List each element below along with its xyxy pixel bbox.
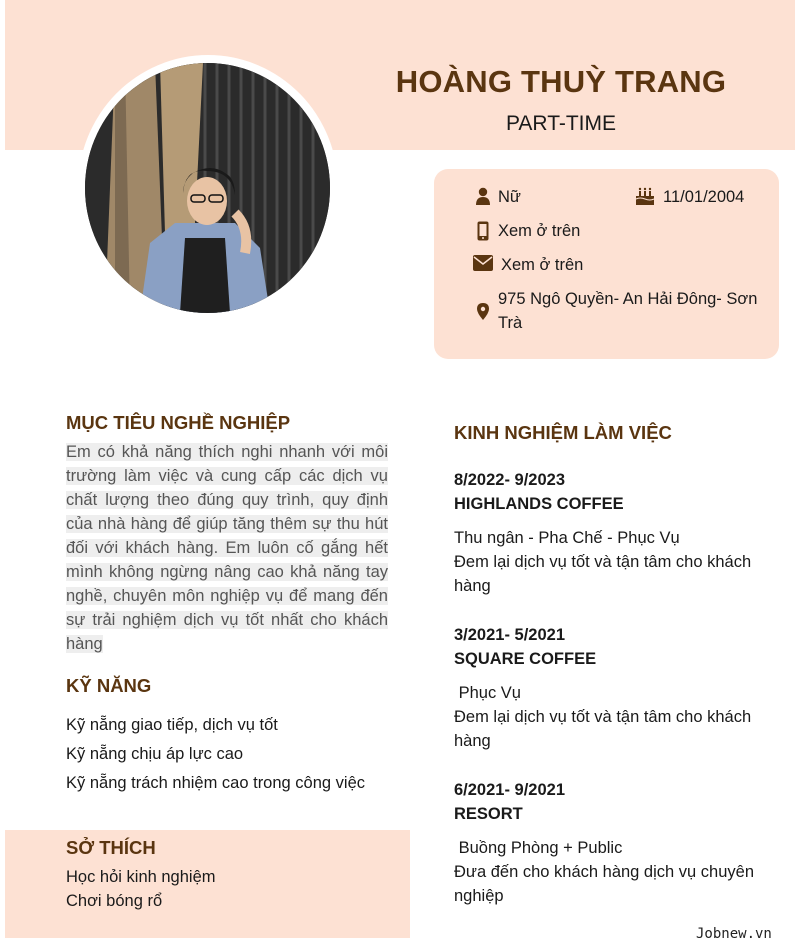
birthday-cake-icon: [634, 187, 656, 205]
avatar: [85, 63, 330, 313]
candidate-name: HOÀNG THUỲ TRANG: [395, 64, 727, 99]
experience-desc: Đem lại dịch vụ tốt và tận tâm cho khách hàng: [454, 708, 752, 750]
experience-desc: Đem lại dịch vụ tốt và tận tâm cho khách hàng: [454, 553, 752, 595]
experience-title: KINH NGHIỆM LÀM VIỆC: [454, 422, 672, 443]
experience-desc: Đưa đến cho khách hàng dịch vụ chuyên nghiệp: [454, 863, 754, 905]
profile-photo: [85, 63, 330, 313]
birthday-row: [634, 185, 744, 209]
skill-item: Kỹ nẵng trách nhiệm cao trong công việc: [66, 774, 366, 792]
experience-date: 6/2021- 9/2021: [454, 781, 566, 799]
gender-row: [472, 185, 521, 209]
experience-company: RESORT: [454, 805, 523, 823]
experience-item: [454, 468, 774, 598]
hobbies-title: SỞ THÍCH: [66, 837, 156, 858]
skills-title: KỸ NĂNG: [66, 675, 152, 696]
map-marker-icon: [472, 303, 494, 320]
email-row: [472, 253, 583, 277]
user-icon: [472, 187, 494, 205]
skill-item: Kỹ nẵng chịu áp lực cao: [66, 745, 244, 763]
experience-role: Phục Vụ: [454, 684, 521, 702]
hobby-item: Chơi bóng rổ: [66, 892, 163, 910]
objective-text: Em có khả năng thích nghi nhanh với môi trường làm việc và cung cấp các dịch vụ chất lượng theo đúng quy trình, quy định của nhà hàng để giúp tăng thêm sự thu hút đối với khách hàng. Em luôn cố gắng hết mình không ngừng nâng cao khả năng tay nghề, chuyên môn nghiệp vụ để mang đến sự trải nghiệm dịch vụ tốt nhất cho khách hàng: [66, 443, 388, 653]
experience-date: 8/2022- 9/2023: [454, 471, 566, 489]
hobby-item: Học hỏi kinh nghiệm: [66, 868, 216, 886]
skills-list: [66, 713, 396, 800]
experience-role: Thu ngân - Pha Chế - Phục Vụ: [454, 529, 680, 547]
phone-value: Xem ở trên: [498, 222, 581, 240]
gender-value: Nữ: [498, 188, 521, 206]
envelope-icon: [472, 255, 494, 271]
email-value: Xem ở trên: [501, 256, 584, 274]
experience-item: [454, 778, 774, 908]
hobbies-list: [66, 865, 216, 913]
mobile-phone-icon: [472, 221, 494, 241]
experience-item: [454, 623, 774, 753]
candidate-role: PART-TIME: [505, 112, 617, 135]
experience-company: SQUARE COFFEE: [454, 650, 597, 668]
skill-item: Kỹ nẵng giao tiếp, dịch vụ tốt: [66, 716, 278, 734]
experience-company: HIGHLANDS COFFEE: [454, 495, 624, 513]
address-value: 975 Ngô Quyền- An Hải Đông- Sơn Trà: [498, 290, 758, 332]
phone-row: [472, 219, 580, 243]
birthday-value: 11/01/2004: [663, 188, 745, 206]
objective-title: MỤC TIÊU NGHỀ NGHIỆP: [66, 412, 291, 433]
experience-role: Buồng Phòng + Public: [454, 839, 623, 857]
experience-date: 3/2021- 5/2021: [454, 626, 566, 644]
address-row: [472, 287, 762, 335]
brand-watermark: Jobnew.vn: [696, 926, 772, 942]
